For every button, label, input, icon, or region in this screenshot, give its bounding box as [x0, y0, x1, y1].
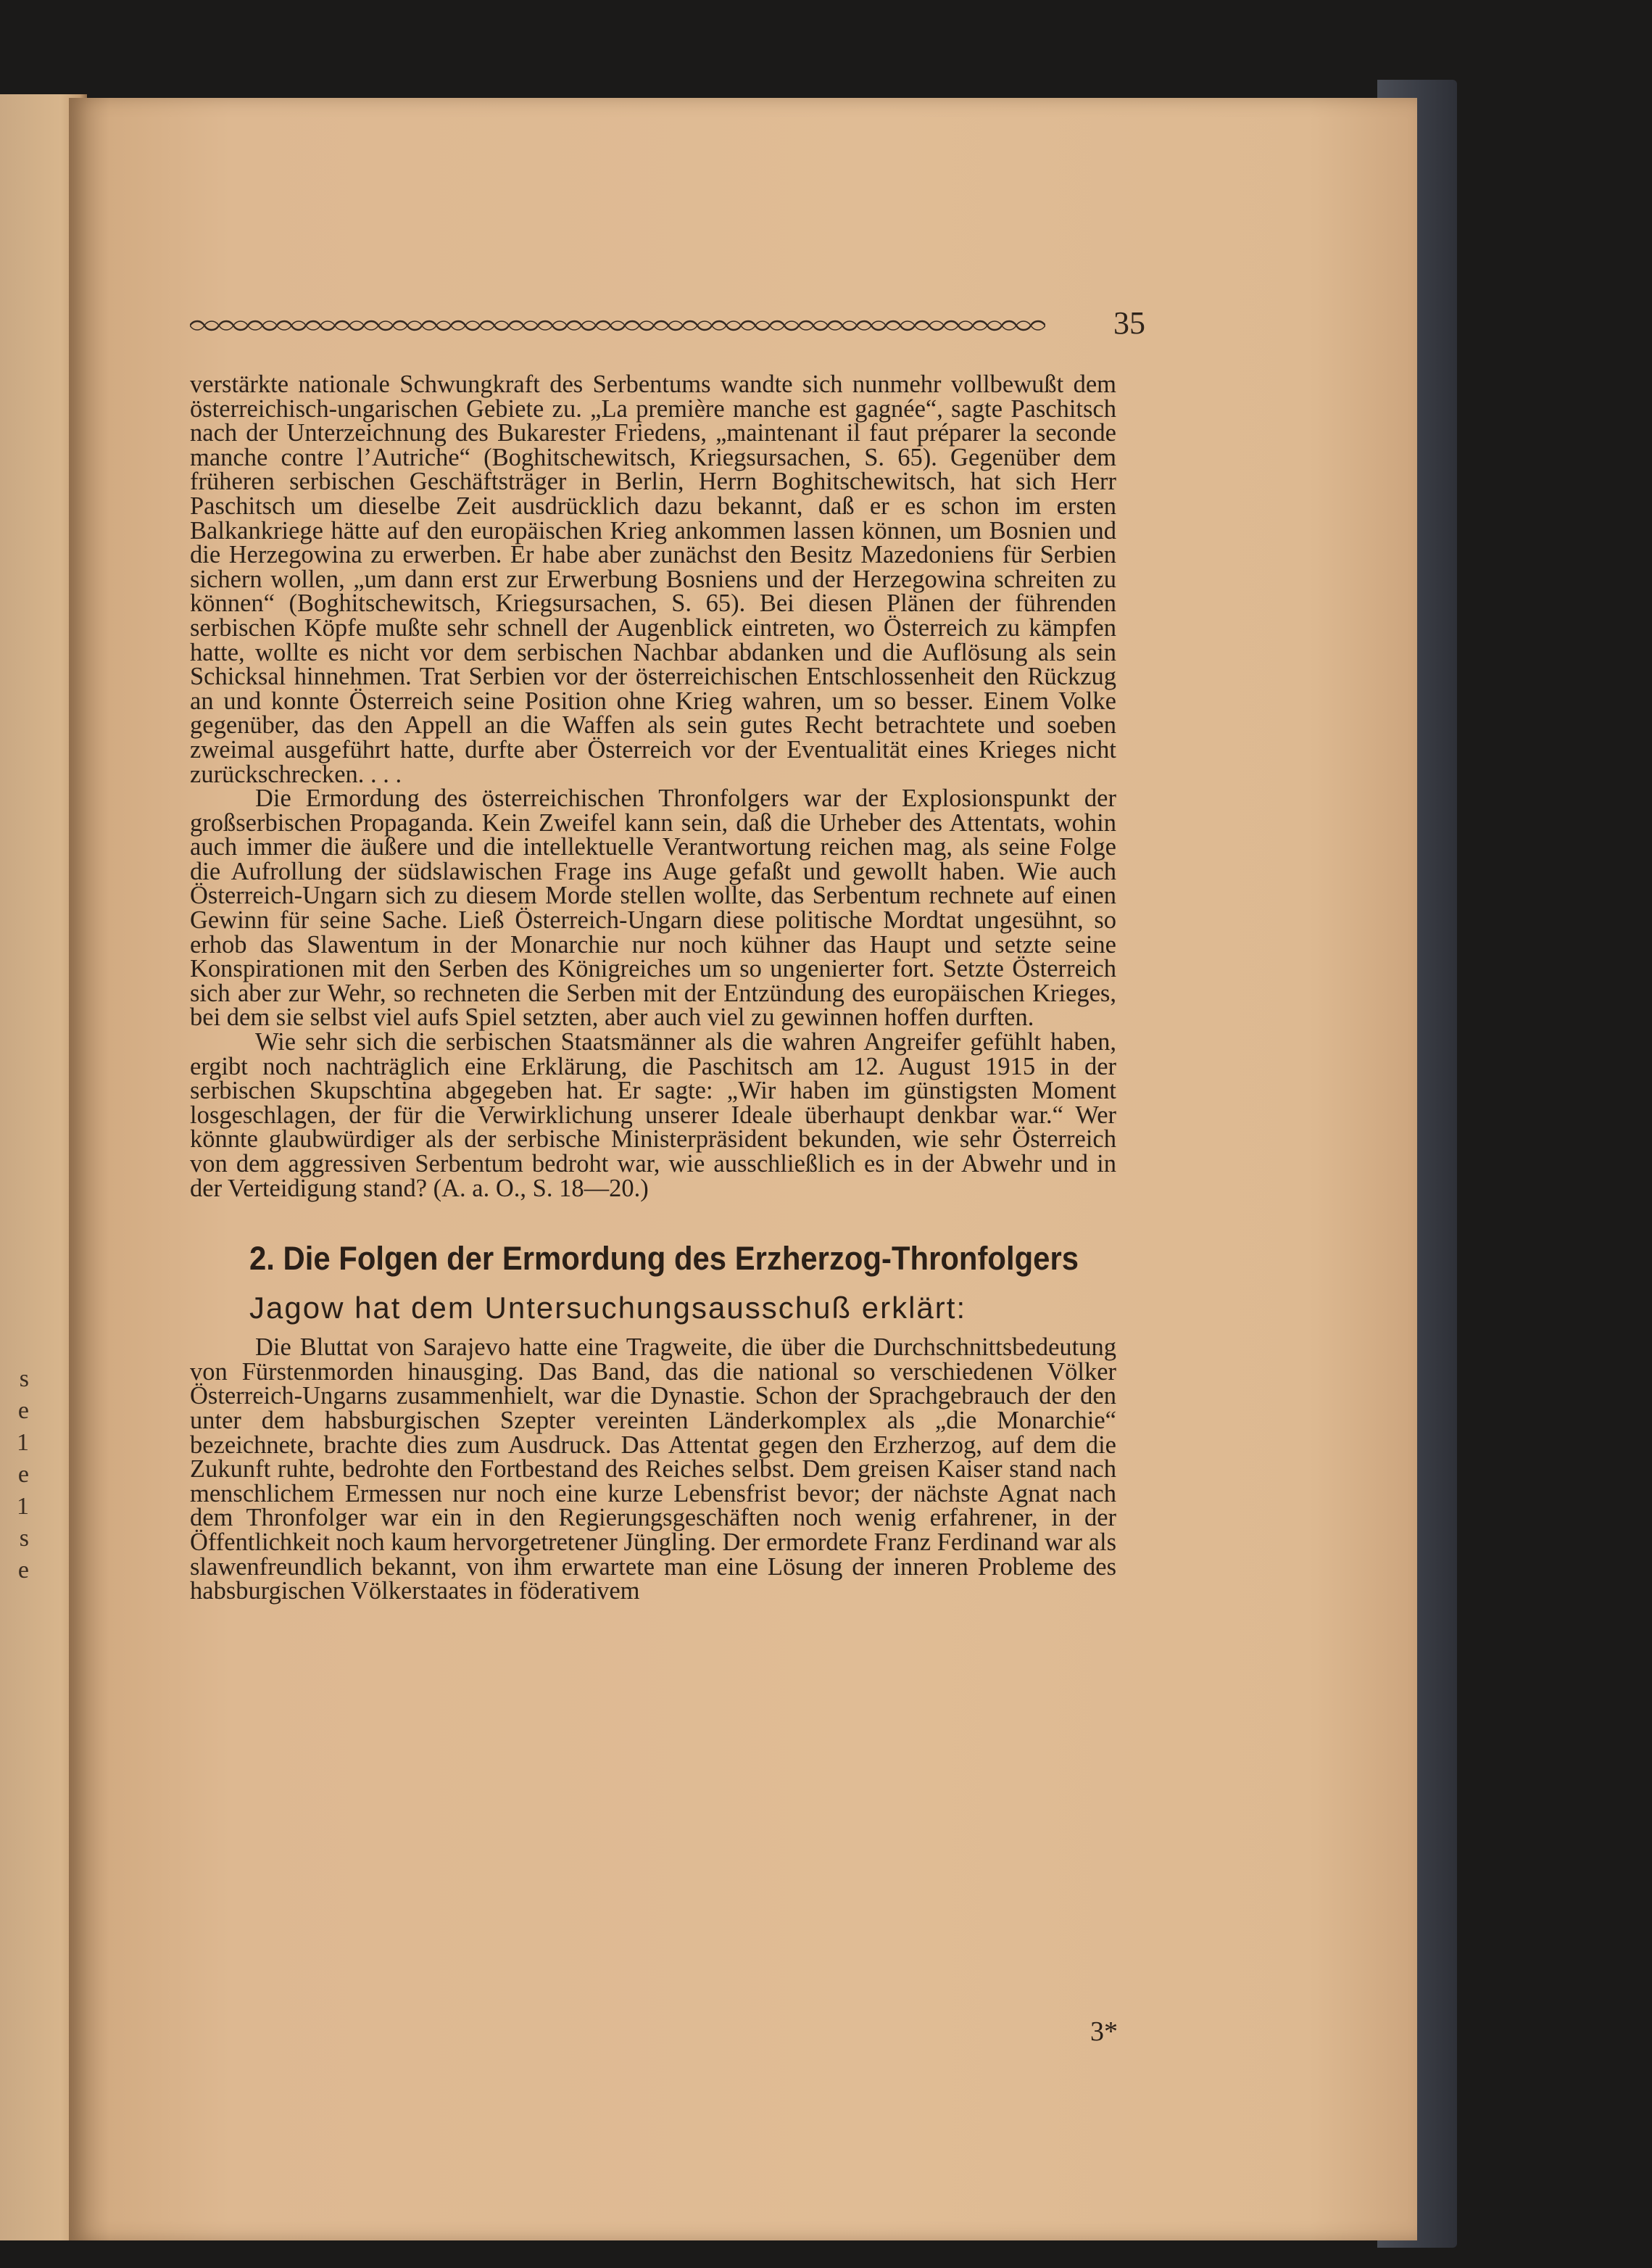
- fragment: 1: [17, 1429, 29, 1456]
- paragraph-1: verstärkte nationale Schwungkraft des Serbentums wandte sich nunmehr vollbewußt dem österreichisch-ungarischen Gebiete zu. „La première manche est gagnée“, sagte Paschitsch nach der Unterzeichnung des Bukarester Friedens, „maintenant il faut préparer la seconde manche contre l’Autriche“ (Boghitschewitsch, Kriegsursachen, S. 65). Gegenüber dem früheren serbischen Geschäftsträger in Berlin, Herrn Boghitschewitsch, hat sich Herr Paschitsch um dieselbe Zeit ausdrücklich dazu bekannt, daß er es schon im ersten Balkankriege hätte auf den europäischen Krieg ankommen lassen können, um Bosnien und die Herzegowina zu erwerben. Er habe aber zunächst den Besitz Mazedoniens für Serbien sichern wollen, „um dann erst zur Erwerbung Bosniens und der Herzegowina schreiten zu können“ (Boghitschewitsch, Kriegsursachen, S. 65). Bei diesen Plänen der führenden serbischen Köpfe mußte sehr schnell der Augenblick eintreten, wo Österreich zu kämpfen hatte, wollte es nicht vor dem serbischen Nachbar abdanken und die Auflösung als sein Schicksal hinnehmen. Trat Serbien vor der österreichischen Entschlossenheit den Rückzug an und konnte Österreich seine Position ohne Krieg wahren, um so besser. Einem Volke gegenüber, das den Appell an die Waffen als sein gutes Recht betrachtete und soeben zweimal ausgeführt hatte, durfte aber Österreich vor der Eventualität eines Krieges nicht zurückschrecken. . . .: [190, 371, 1116, 788]
- fragment: s: [19, 1365, 29, 1392]
- section-heading: 2. Die Folgen der Ermordung des Erzherzog-Thronfolgers: [249, 1240, 1079, 1278]
- paragraph-3: Wie sehr sich die serbischen Staatsmänner als die wahren Angreifer gefühlt haben, ergibt noch nachträglich eine Erklärung, die Paschitsch am 12. August 1915 in der serbischen Skupschtina abgegeben hat. Er sagte: „Wir haben im günstigsten Moment losgeschlagen, der für die Verwirklichung unserer Ideale überhaupt denkbar war.“ Wer könnte glaubwürdiger als der serbische Ministerpräsident bekunden, wie sehr Österreich von dem aggressiven Serbentum bedroht war, wie ausschließlich es in der Abwehr und in der Verteidigung stand? (A. a. O., S. 18—20.): [190, 1028, 1116, 1202]
- page-number: 35: [1113, 305, 1145, 341]
- paragraph-2: Die Ermordung des österreichischen Thronfolgers war der Explosionspunkt der großserbischen Propaganda. Kein Zweifel kann sein, daß die Urheber des Attentats, wohin auch immer die äußere und die intellektuelle Verantwortung reichen mag, als seine Folge die Aufrollung der südslawischen Frage ins Auge gefaßt und gewollt haben. Wie auch Österreich-Ungarn sich zu diesem Morde stellen wollte, das Serbentum rechnete auf einen Gewinn für seine Sache. Ließ Österreich-Ungarn diese politische Mordtat ungesühnt, so erhob das Slawentum in der Monarchie nur noch kühner das Haupt und setzte seine Konspirationen mit den Serben des Königreiches um so ungenierter fort. Setzte Österreich sich aber zur Wehr, so rechneten die Serben mit der Entzündung des europäischen Krieges, bei dem sie selbst viel aufs Spiel setzten, aber auch viel zu gewinnen hoffen durften.: [190, 785, 1116, 1032]
- fragment: 1: [17, 1493, 29, 1520]
- signature-mark: 3*: [1090, 2016, 1118, 2047]
- page-body: [190, 373, 1116, 1604]
- fragment: e: [17, 1461, 29, 1488]
- quote-intro: Jagow hat dem Untersuchungsausschuß erklärt:: [249, 1291, 967, 1325]
- fragment: e: [17, 1397, 29, 1424]
- fragment: e: [17, 1557, 29, 1584]
- header-ornament-rule: [190, 318, 1045, 334]
- previous-page-letter-fragments: [0, 1363, 29, 1769]
- fragment: s: [19, 1525, 29, 1552]
- quoted-paragraph: Die Bluttat von Sarajevo hatte eine Tragweite, die über die Durchschnittsbedeutung von Fürstenmorden hinausging. Das Band, das die national so verschiedenen Völker Österreich-Ungarns zusammenhielt, war die Dynastie. Schon der Sprachgebrauch der den unter dem habsburgischen Szepter vereinten Länderkomplex als „die Monarchie“ bezeichnete, brachte dies zum Ausdruck. Das Attentat gegen den Erzherzog, auf dem die Zukunft ruhte, bedrohte den Fortbestand des Reiches selbst. Dem greisen Kaiser stand nach menschlichem Ermessen nur noch eine kurze Lebensfrist bevor; der nächste Agnat nach dem Thronfolger war ein in den Regierungsgeschäften noch wenig erfahrener, in der Öffentlichkeit noch kaum hervorgetretener Jüngling. Der ermordete Franz Ferdinand war als slawenfreundlich bekannt, von ihm erwartete man eine Lösung der inneren Probleme des habsburgischen Völkerstaates in föderativem: [190, 1333, 1116, 1605]
